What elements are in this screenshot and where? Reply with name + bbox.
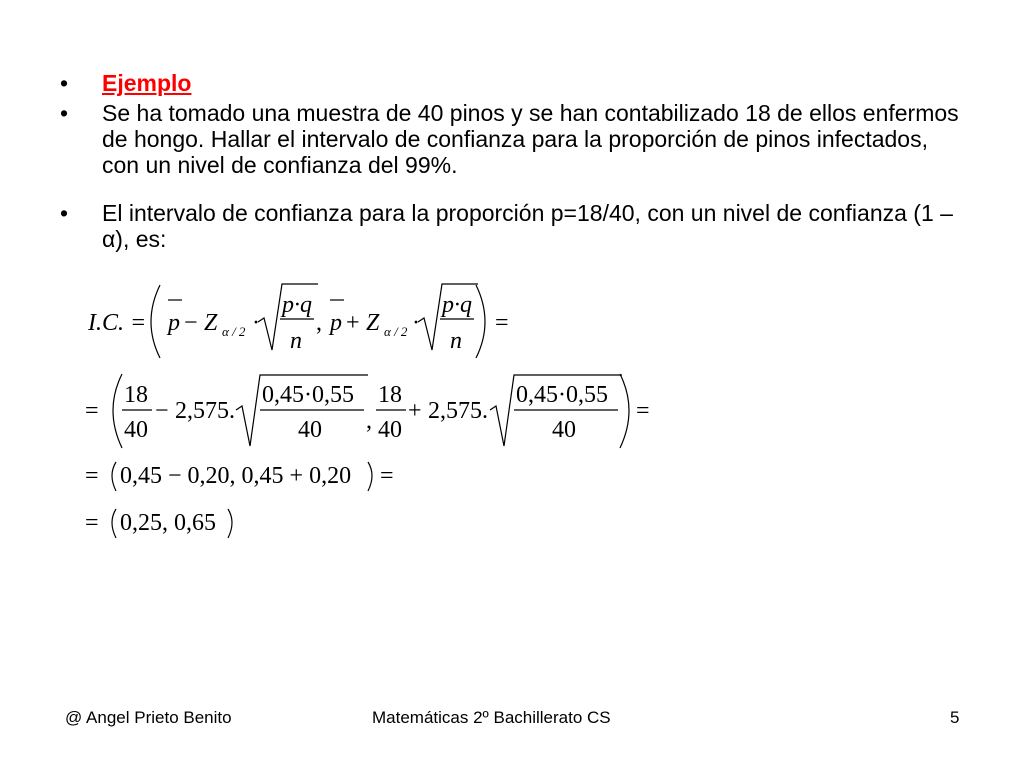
equals-sign: =	[85, 463, 99, 489]
minus-sign: −	[155, 398, 169, 424]
left-paren	[112, 509, 116, 538]
formula-line-2	[85, 374, 650, 448]
minus-sign: −	[184, 310, 198, 336]
equals-sign: =	[85, 398, 99, 424]
left-paren	[112, 462, 116, 491]
fraction-denominator: 40	[378, 417, 402, 443]
interval-calculation: 0,45 − 0,20, 0,45 + 0,20	[120, 463, 352, 489]
plus-sign: +	[346, 310, 360, 336]
sqrt-numerator: 0,45·0,55	[262, 382, 354, 408]
z-symbol: Z	[204, 310, 218, 336]
z-symbol: Z	[366, 310, 380, 336]
equals-sign: =	[636, 398, 650, 424]
dot: ·	[412, 310, 420, 336]
p-symbol: p	[330, 310, 342, 336]
interval-result: 0,25, 0,65	[120, 510, 216, 536]
equals-sign: =	[85, 510, 99, 536]
p-symbol: p	[168, 310, 180, 336]
z-value: 2,575.	[428, 398, 488, 424]
intro-text: El intervalo de confianza para la proporción p=18/40, con un nivel de confianza (1 – α), es:	[102, 200, 953, 252]
footer-author: @ Angel Prieto Benito	[65, 708, 232, 727]
comma: ,	[316, 310, 322, 336]
z-value: 2,575.	[175, 398, 235, 424]
plus-sign: +	[408, 398, 422, 424]
fraction-numerator: 18	[124, 382, 148, 408]
n-denominator: n	[450, 328, 462, 354]
left-paren	[151, 285, 160, 358]
fraction-denominator: 40	[124, 417, 148, 443]
footer-page-number: 5	[950, 708, 960, 727]
right-paren	[476, 285, 485, 358]
n-denominator: n	[290, 328, 302, 354]
comma: ,	[366, 408, 372, 434]
sqrt-numerator: 0,45·0,55	[516, 382, 608, 408]
sqrt-denominator: 40	[298, 417, 322, 443]
dot: ·	[252, 310, 260, 336]
formula-line-4	[85, 509, 232, 538]
equals-sign: =	[380, 463, 394, 489]
bullet-symbol: •	[60, 200, 69, 226]
right-paren	[228, 509, 232, 538]
formula-line-1	[87, 284, 509, 358]
equals-sign: =	[495, 310, 509, 336]
pq-numerator: p·q	[282, 292, 312, 318]
bullet-symbol: •	[60, 70, 69, 96]
fraction-numerator: 18	[378, 382, 402, 408]
pq-numerator: p·q	[442, 292, 472, 318]
right-paren	[620, 374, 629, 448]
right-paren	[368, 462, 372, 491]
formula-line-3	[85, 462, 394, 491]
z-subscript: α / 2	[222, 324, 246, 339]
left-paren	[113, 374, 122, 448]
ic-label: I.C. =	[88, 310, 147, 336]
bullet-symbol: •	[60, 100, 69, 126]
problem-text: Se ha tomado una muestra de 40 pinos y se han contabilizado 18 de ellos enfermos de hongo. Hallar el intervalo de confianza para la proporción de pinos infectados, con un nivel de confianza del 99%.	[102, 100, 959, 178]
z-subscript: α / 2	[384, 324, 408, 339]
sqrt-denominator: 40	[552, 417, 576, 443]
footer-course: Matemáticas 2º Bachillerato CS	[372, 708, 611, 727]
example-heading: Ejemplo	[102, 70, 192, 96]
